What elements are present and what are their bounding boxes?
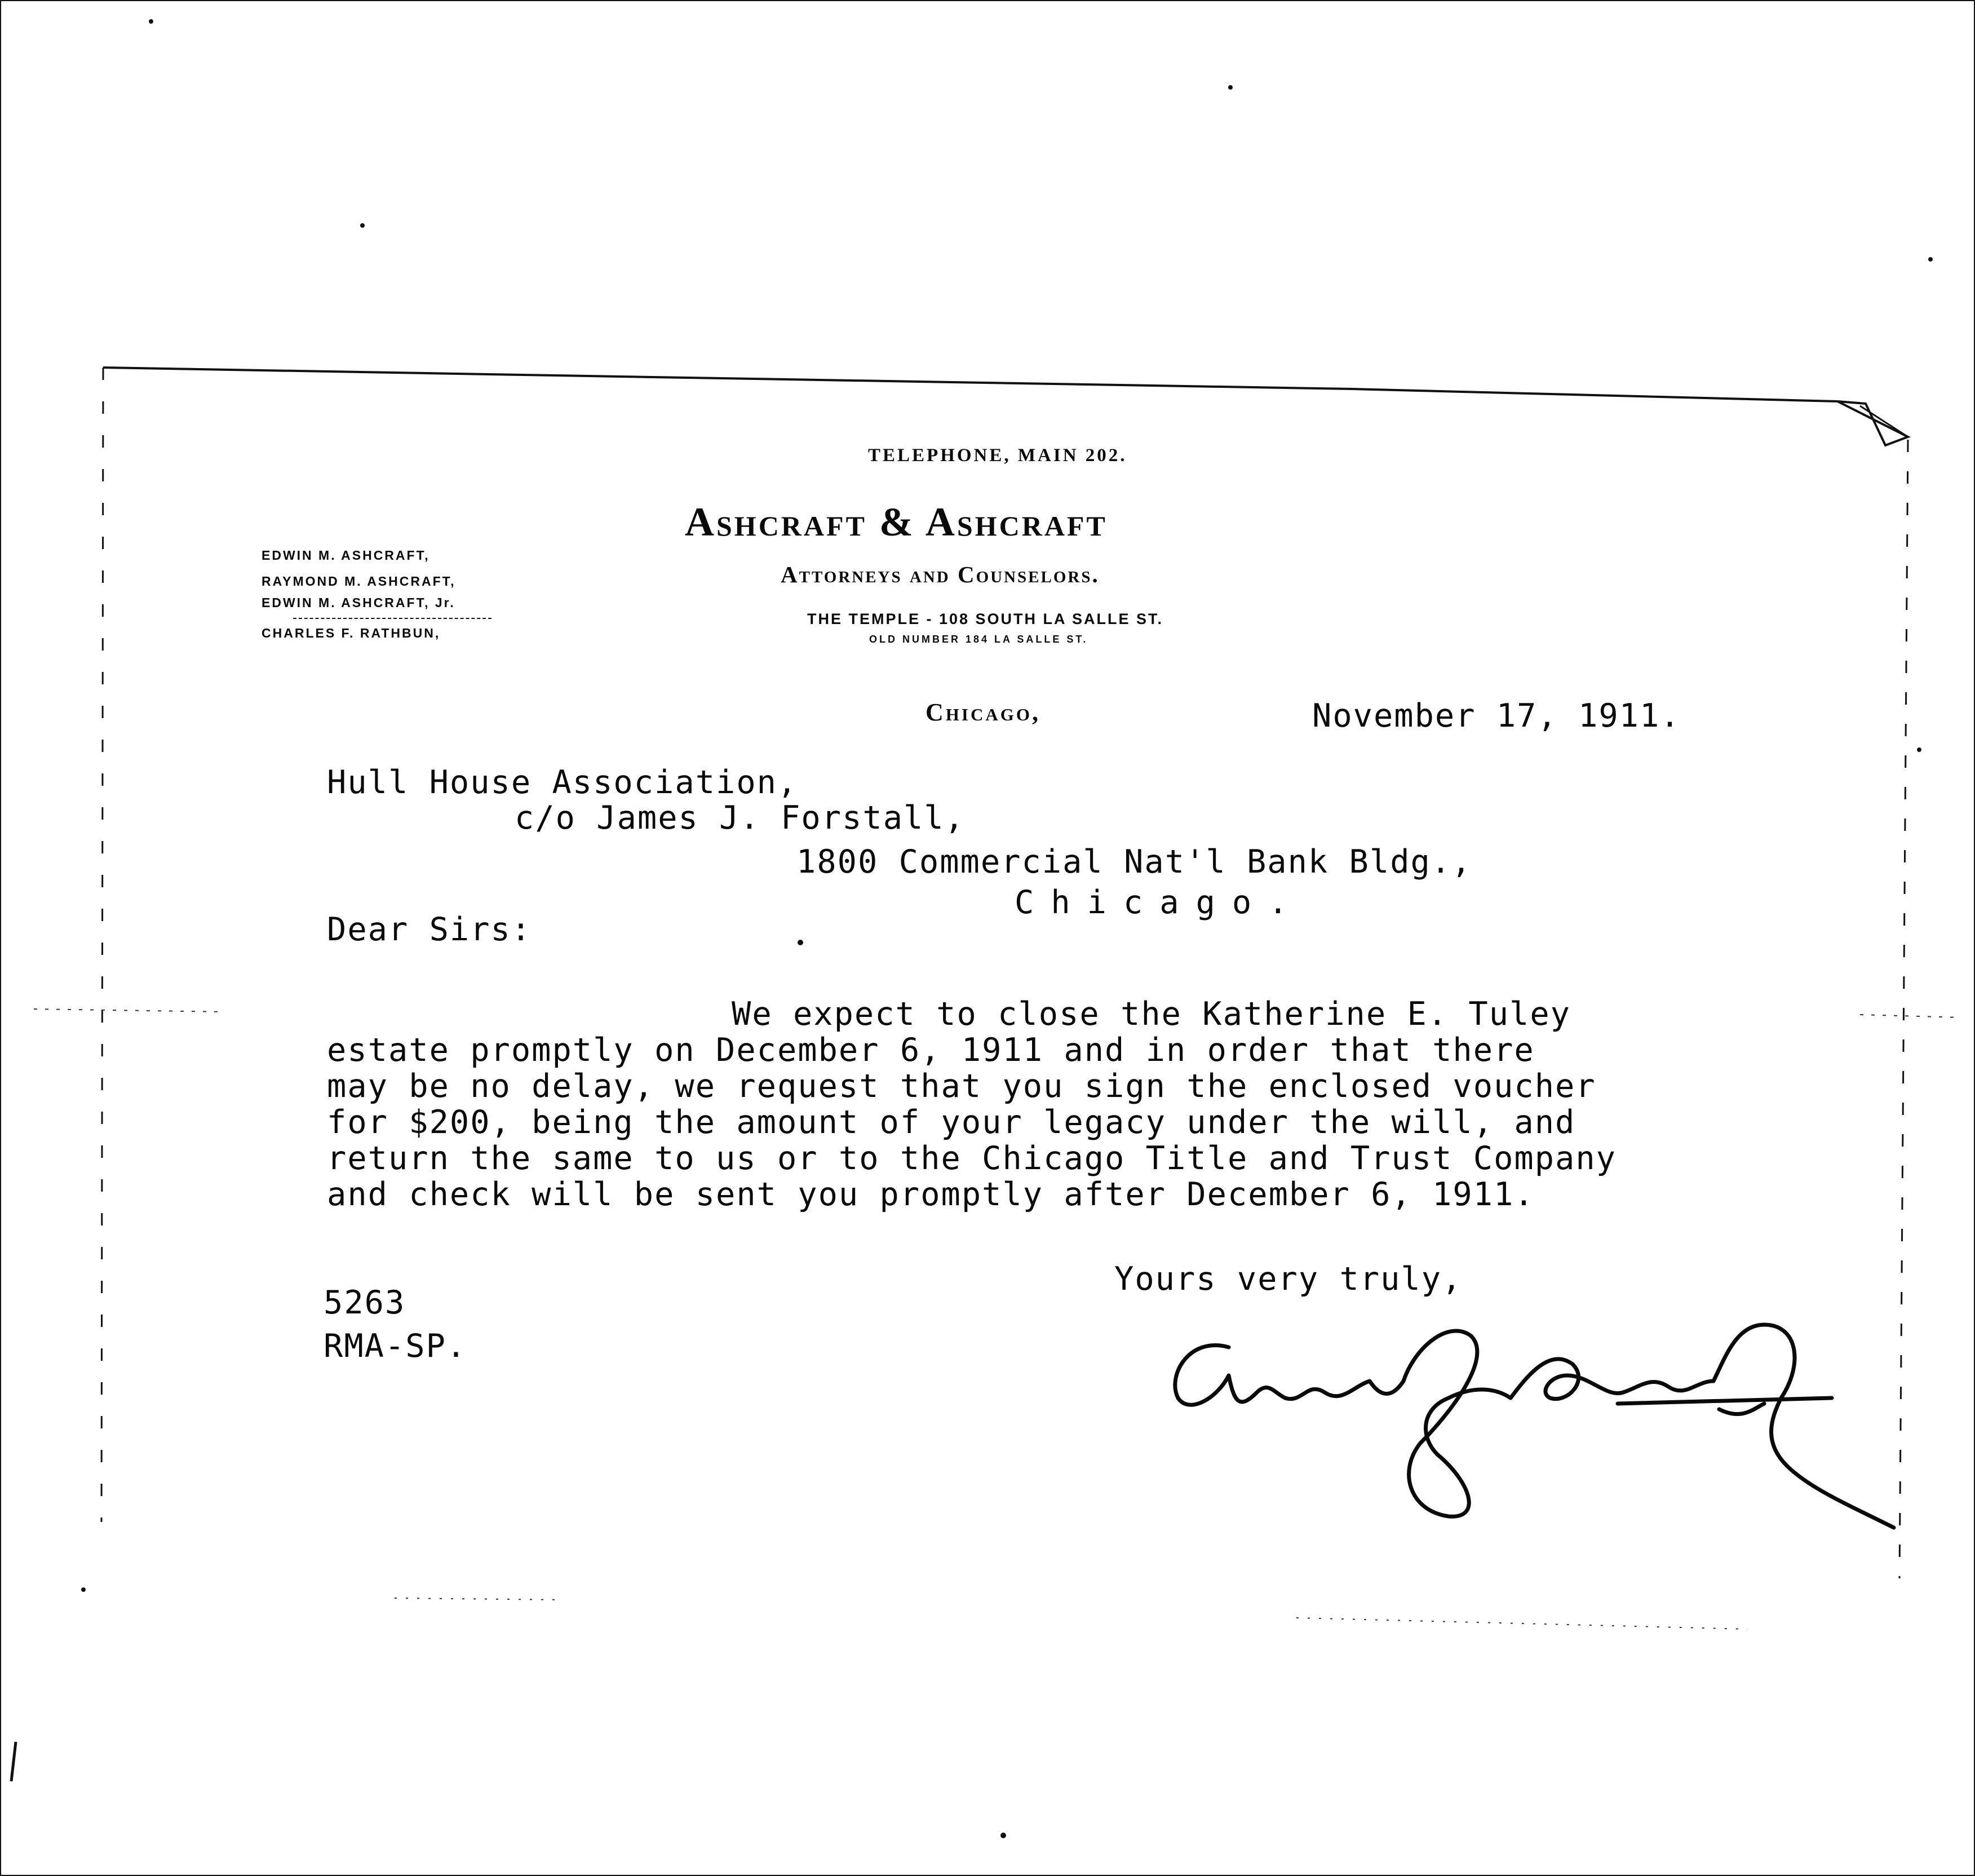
firm-tagline: Attorneys and Counselors. — [781, 561, 1100, 587]
letter-date: November 17, 1911. — [1312, 697, 1681, 735]
typist-initials: RMA-SP. — [324, 1328, 467, 1365]
salutation: Dear Sirs: — [327, 911, 532, 948]
body-line: return the same to us or to the Chicago Title and Trust Company — [327, 1140, 1617, 1177]
partner-name: EDWIN M. ASHCRAFT, — [262, 548, 430, 563]
body-line: for $200, being the amount of your legacy under the will, and — [327, 1104, 1576, 1141]
recipient-line: 1800 Commercial Nat'l Bank Bldg., — [796, 843, 1472, 881]
body-line: and check will be sent you promptly after December 6, 1911. — [327, 1176, 1535, 1213]
closing: Yours very truly, — [1114, 1260, 1463, 1298]
letterhead-city: Chicago, — [925, 698, 1040, 726]
handwritten-signature — [1155, 1313, 1899, 1539]
file-number: 5263 — [324, 1284, 406, 1321]
body-line: We expect to close the Katherine E. Tuley — [732, 995, 1571, 1033]
firm-address: THE TEMPLE - 108 SOUTH LA SALLE ST. — [807, 610, 1164, 627]
body-line: may be no delay, we request that you sign the enclosed voucher — [327, 1068, 1596, 1105]
partner-divider — [293, 618, 491, 619]
firm-name: Ashcraft & Ashcraft — [685, 499, 1108, 545]
partner-name: RAYMOND M. ASHCRAFT, — [262, 574, 456, 589]
telephone-line: TELEPHONE, MAIN 202. — [868, 445, 1127, 466]
body-line: estate promptly on December 6, 1911 and in order that there — [327, 1032, 1535, 1069]
recipient-line: c/o James J. Forstall, — [515, 799, 965, 837]
partner-name: CHARLES F. RATHBUN, — [262, 626, 441, 640]
recipient-line: Chicago. — [1015, 884, 1305, 921]
partner-name: EDWIN M. ASHCRAFT, Jr. — [262, 595, 455, 610]
recipient-line: Hull House Association, — [327, 764, 798, 801]
firm-old-number: OLD NUMBER 184 LA SALLE ST. — [869, 634, 1088, 645]
